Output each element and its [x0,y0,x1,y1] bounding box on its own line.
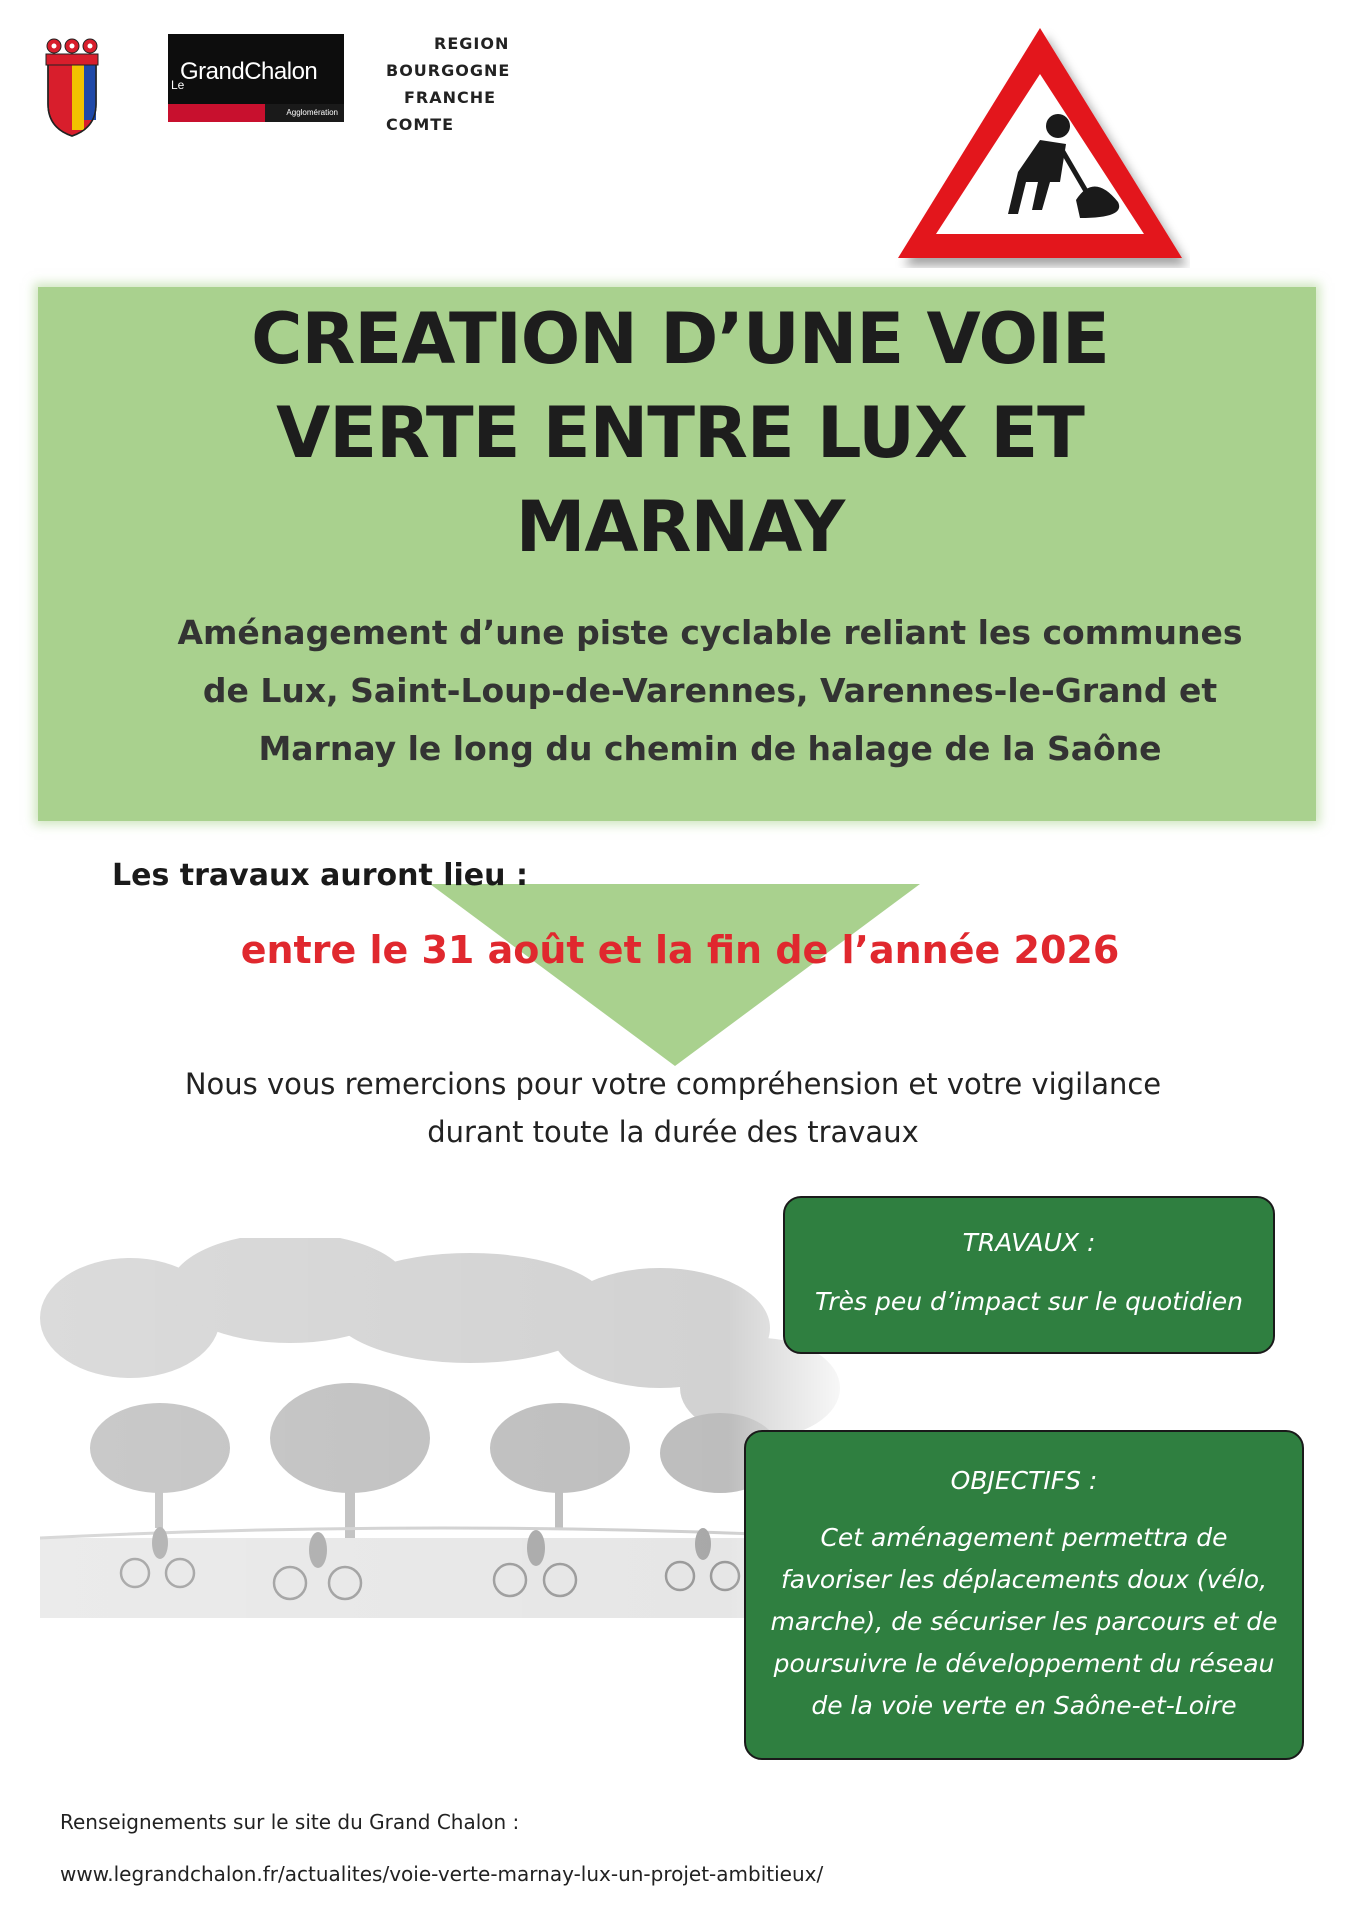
title-line: CREATION D’UNE VOIE [251,298,1109,380]
region-logo [386,30,526,138]
region-line: FRANCHE [404,88,497,107]
logo-name: GrandChalon [180,58,318,85]
footer-url: www.legrandchalon.fr/actualites/voie-verte-marnay-lux-un-projet-ambitieux/ [60,1862,824,1886]
logo-prefix: Le [171,78,185,92]
thanks-line: durant toute la durée des travaux [427,1115,919,1149]
schedule-dates: entre le 31 août et la fin de l’année 2026 [240,928,1120,972]
schedule-label: Les travaux auront lieu : [112,858,528,893]
footer-label: Renseignements sur le site du Grand Chalon : [60,1810,520,1834]
objectifs-line: poursuivre le développement du réseau [773,1649,1275,1678]
travaux-box [783,1196,1275,1354]
subtitle-line: Aménagement d’une piste cyclable reliant les communes [177,613,1243,652]
region-line: COMTE [386,115,455,134]
region-line: BOURGOGNE [386,61,511,80]
title-line: MARNAY [515,486,845,568]
coat-of-arms-icon [44,34,100,138]
subtitle-line: de Lux, Saint-Loup-de-Varennes, Varennes-le-Grand et [202,671,1218,710]
objectifs-text [768,1517,1280,1727]
logo-tagline: Agglomération [286,108,338,117]
down-arrow-icon [430,884,920,1066]
objectifs-line: Cet aménagement permettra de [820,1523,1228,1552]
thanks-line: Nous vous remercions pour votre compréhension et votre vigilance [184,1067,1162,1101]
travaux-heading: TRAVAUX : [962,1228,1096,1257]
objectifs-line: de la voie verte en Saône-et-Loire [811,1691,1237,1720]
objectifs-box [744,1430,1304,1760]
page-title [60,292,1300,574]
subtitle-line: Marnay le long du chemin de halage de la Saône [258,729,1162,768]
title-line: VERTE ENTRE LUX ET [276,392,1084,474]
region-line: REGION [434,34,510,53]
roadworks-warning-sign-icon [890,22,1190,268]
subtitle [160,604,1260,778]
objectifs-line: marche), de sécuriser les parcours et de [770,1607,1278,1636]
thanks-text [60,1060,1286,1156]
cycling-park-illustration [40,1238,850,1658]
travaux-text: Très peu d’impact sur le quotidien [815,1287,1243,1316]
objectifs-line: favoriser les déplacements doux (vélo, [780,1565,1268,1594]
grandchalon-logo [168,34,344,122]
objectifs-heading: OBJECTIFS : [950,1466,1098,1495]
